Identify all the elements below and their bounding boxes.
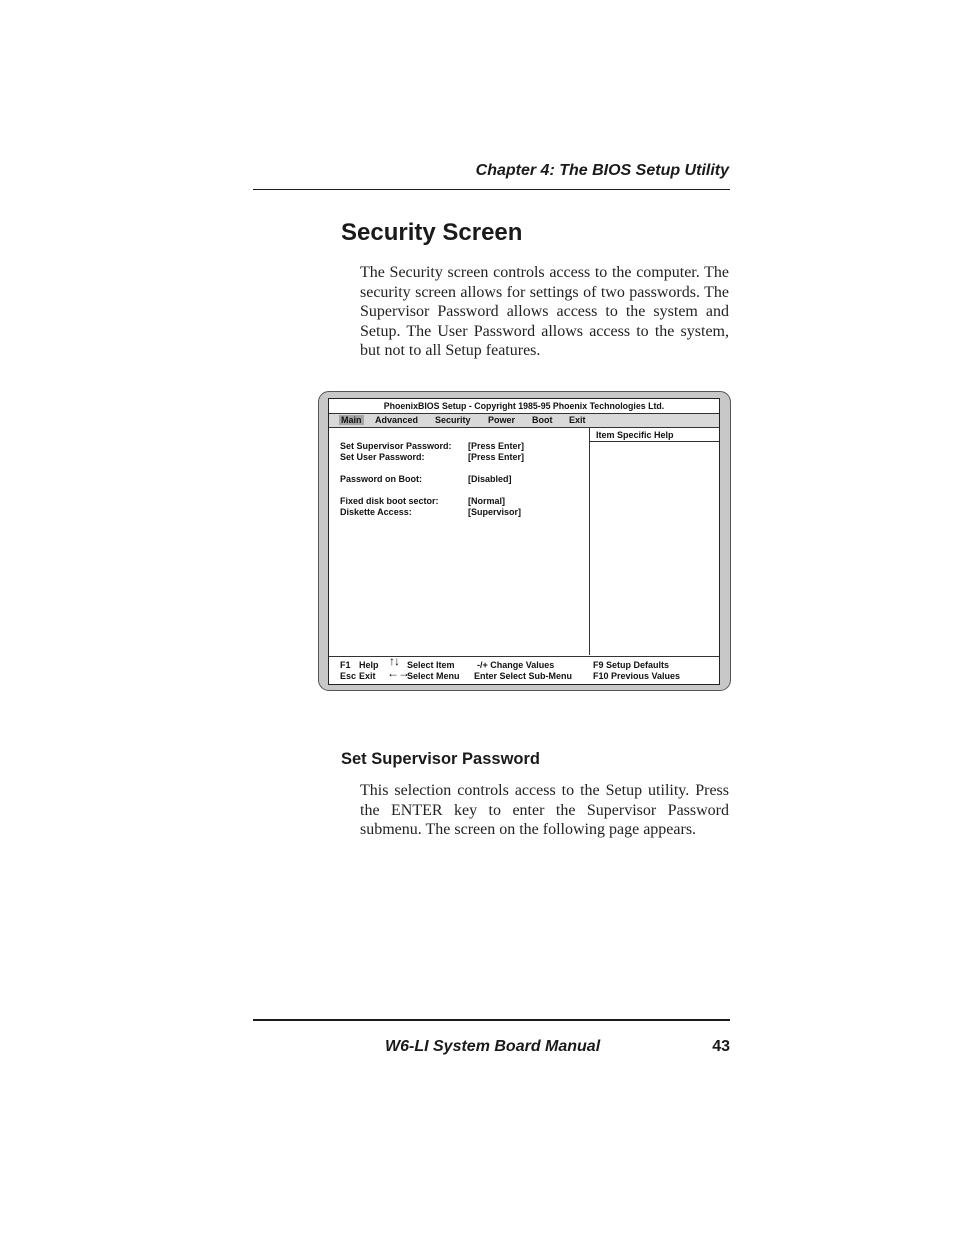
setting-value[interactable]: [Press Enter] [468,441,525,451]
esc-label: Exit [359,671,376,681]
setting-label: Set Supervisor Password: [340,441,452,451]
header-rule [253,189,730,190]
f1-label: Help [359,660,379,670]
up-down-arrows-icon: ↑↓ [389,654,399,668]
footer-rule [329,656,719,657]
left-right-arrows-icon: ←→ [387,666,409,680]
item-help-title: Item Specific Help [596,430,674,440]
chapter-header: Chapter 4: The BIOS Setup Utility [475,162,729,179]
menu-advanced[interactable]: Advanced [375,415,419,425]
bios-title: PhoenixBIOS Setup - Copyright 1985-95 Phoenix Technologies Ltd. [383,401,665,411]
subsection-paragraph: This selection controls access to the Setup utility. Press the ENTER key to enter the Supervisor Password submenu. The screen on the following page appears. [360,782,729,839]
help-rule [590,441,719,442]
page-number: 43 [712,1038,730,1055]
select-menu-label: Select Menu [407,671,460,681]
bios-screen [328,398,720,685]
setting-value[interactable]: [Normal] [468,496,506,506]
page-title: Security Screen [341,219,523,246]
select-item-label: Select Item [407,660,455,670]
f1-key: F1 [340,660,351,670]
manual-title: W6-LI System Board Manual [385,1038,601,1055]
subsection-title: Set Supervisor Password [341,750,540,768]
help-divider [589,427,590,655]
menu-security[interactable]: Security [435,415,471,425]
intro-paragraph: The Security screen controls access to the computer. The security screen allows for settings of two passwords. The Supervisor Password allows access to the system and Setup. The User Password allows access to the system, but not to all Setup features. [360,264,729,360]
setting-value[interactable]: [Supervisor] [468,507,522,517]
setting-label: Password on Boot: [340,474,423,484]
bios-menubar [329,413,719,428]
setting-label: Fixed disk boot sector: [340,496,439,506]
footer-rule-line [253,1019,730,1021]
change-values-label: -/+ Change Values [477,660,555,670]
esc-key: Esc [340,671,357,681]
setting-label: Diskette Access: [340,507,412,517]
enter-submenu-label: Enter Select Sub-Menu [474,671,573,681]
menu-power[interactable]: Power [488,415,516,425]
setting-label: Set User Password: [340,452,425,462]
menu-boot[interactable]: Boot [532,415,553,425]
f10-label: F10 Previous Values [593,671,681,681]
f9-label: F9 Setup Defaults [593,660,670,670]
setting-value[interactable]: [Disabled] [468,474,512,484]
menu-main[interactable]: Main [341,415,362,425]
setting-value[interactable]: [Press Enter] [468,452,525,462]
menu-exit[interactable]: Exit [569,415,586,425]
